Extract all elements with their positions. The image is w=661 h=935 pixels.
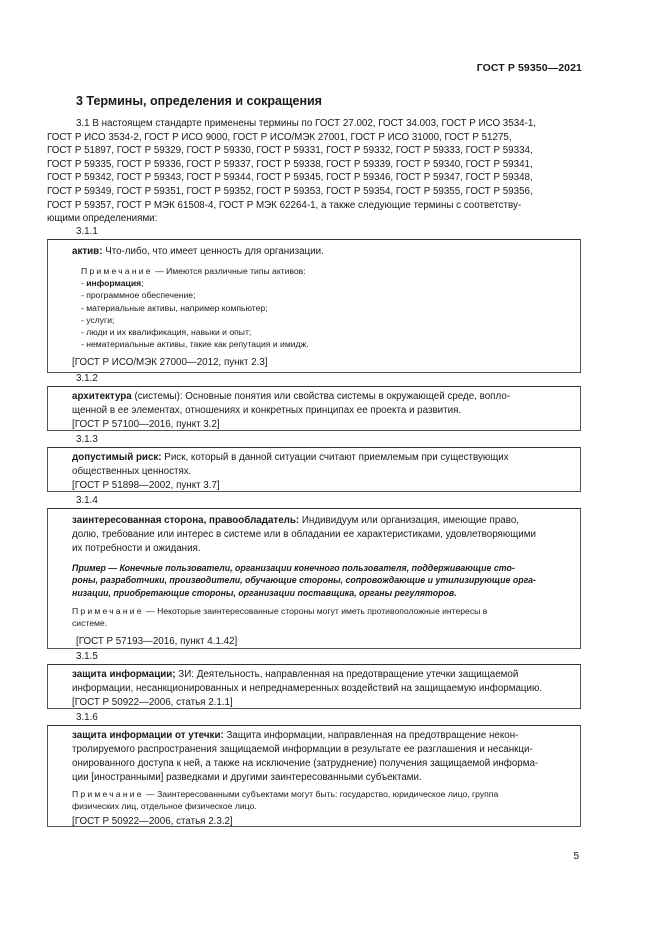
intro-line: ГОСТ Р 59349, ГОСТ Р 59351, ГОСТ Р 59352, ГОСТ Р 59353, ГОСТ Р 59354, ГОСТ Р 59355, ГОСТ Р 59356, xyxy=(47,185,533,197)
term-name: защита информации; xyxy=(72,669,176,680)
intro-line: ГОСТ Р 51897, ГОСТ Р 59329, ГОСТ Р 59330, ГОСТ Р 59331, ГОСТ Р 59332, ГОСТ Р 59333, ГОСТ Р 59334, xyxy=(47,145,533,157)
list-item: - программное обеспечение; xyxy=(81,290,196,301)
term-definition: заинтересованная сторона, правообладатель: Индивидуум или организация, имеющие право, долю, требование или интерес в системе или в обладании ее характеристиками, удовлетворяющими их потребности и ожидания. xyxy=(72,515,536,554)
intro-line: ГОСТ Р ИСО 3534-2, ГОСТ Р ИСО 9000, ГОСТ Р ИСО/МЭК 27001, ГОСТ Р ИСО 31000, ГОСТ Р 51275, xyxy=(47,131,512,143)
note-label: Примечание xyxy=(72,606,144,617)
source-reference: [ГОСТ Р 57193—2016, пункт 4.1.42] xyxy=(76,635,238,647)
list-item: - нематериальные активы, такие как репутация и имидж. xyxy=(81,339,309,350)
section-title: 3 Термины, определения и сокращения xyxy=(76,94,322,108)
note: Примечание — Заинтересованными субъектами могут быть: государство, юридическое лицо, группа физических лиц, отдельное физическое лицо. xyxy=(72,789,499,812)
term-number: 3.1.1 xyxy=(76,226,98,237)
term-name: заинтересованная сторона, правообладатель: xyxy=(72,515,300,526)
note-text: — Имеются различные типы активов: xyxy=(152,266,306,276)
term-number: 3.1.6 xyxy=(76,712,98,723)
term-number: 3.1.5 xyxy=(76,651,98,662)
term-box-asset xyxy=(47,239,581,373)
source-reference: [ГОСТ Р 50922—2006, статья 2.1.1] xyxy=(72,697,233,708)
term-name: допустимый риск: xyxy=(72,452,162,463)
list-item: - материальные активы, например компьютер; xyxy=(81,302,268,313)
intro-line: ГОСТ Р 59335, ГОСТ Р 59336, ГОСТ Р 59337, ГОСТ Р 59338, ГОСТ Р 59339, ГОСТ Р 59340, ГОСТ Р 59341, xyxy=(47,158,533,170)
term-box-acceptable-risk xyxy=(47,447,581,492)
term-number: 3.1.4 xyxy=(76,495,98,506)
term-name: актив: xyxy=(72,246,103,257)
term-box-stakeholder xyxy=(47,508,581,649)
intro-line: 3.1 В настоящем стандарте применены термины по ГОСТ 27.002, ГОСТ 34.003, ГОСТ Р ИСО 3534-1, xyxy=(76,118,537,129)
term-box-information-protection xyxy=(47,664,581,709)
intro-paragraph xyxy=(47,117,581,226)
term-number: 3.1.2 xyxy=(76,373,98,384)
term-definition: архитектура (системы): Основные понятия или свойства системы в окружающей среде, вопло- щенной в ее элементах, отношениях и конкретных принципах ее проекта и развития. xyxy=(72,391,511,416)
note: Примечание — Некоторые заинтересованные стороны могут иметь противоположные интересы в системе. xyxy=(72,606,488,629)
note-label: Примечание xyxy=(81,266,153,276)
term-name: защита информации от утечки: xyxy=(72,730,224,741)
example: Пример — Конечные пользователи, организации конечного пользователя, поддерживающие сто- роны, разработчики, производители, обучающие стороны, сопровождающие и утилизирующие орга- низации, приобретающие стороны, организации поставщика, органы регуляторов. xyxy=(72,563,536,598)
term-definition: защита информации; ЗИ: Деятельность, направленная на предотвращение утечки защищаемой информации, несанкционированных и непреднамеренных воздействий на защищаемую информацию. xyxy=(72,669,543,694)
term-definition xyxy=(48,245,580,259)
term-box-leak-protection xyxy=(47,725,581,827)
source-reference: [ГОСТ Р 51898—2002, пункт 3.7] xyxy=(72,480,220,491)
document-code: ГОСТ Р 59350—2021 xyxy=(476,62,582,74)
intro-line: ГОСТ Р 59357, ГОСТ Р МЭК 61508-4, ГОСТ Р МЭК 62264-1, а также следующие термины с соответству- xyxy=(47,199,522,211)
note xyxy=(48,265,580,350)
source-reference: [ГОСТ Р 57100—2016, пункт 3.2] xyxy=(72,419,220,430)
term-name: архитектура xyxy=(72,391,132,402)
intro-line: ющими определениями: xyxy=(47,213,158,225)
list-item: - услуги; xyxy=(81,314,115,325)
page-number: 5 xyxy=(573,851,579,862)
term-box-architecture xyxy=(47,386,581,431)
list-item: - люди и их квалификация, навыки и опыт; xyxy=(81,327,252,338)
intro-line: ГОСТ Р 59342, ГОСТ Р 59343, ГОСТ Р 59344, ГОСТ Р 59345, ГОСТ Р 59346, ГОСТ Р 59347, ГОСТ Р 59348, xyxy=(47,172,533,184)
note-label: Примечание xyxy=(72,789,144,799)
term-definition: защита информации от утечки: Защита информации, направленная на предотвращение некон- тролируемого распространения защищаемой информации в результате ее разглашения и несанкци- онированного доступа к ней, а также на исключение (затруднение) получения защищаемой информа- ции [иностранными] разведками и другими заинтересованными субъектами. xyxy=(72,730,539,783)
term-number: 3.1.3 xyxy=(76,434,98,445)
source-reference: [ГОСТ Р ИСО/МЭК 27000—2012, пункт 2.3] xyxy=(72,357,268,369)
source-reference: [ГОСТ Р 50922—2006, статья 2.3.2] xyxy=(72,816,233,828)
definition-text: Что-либо, что имеет ценность для организации. xyxy=(102,246,324,257)
list-item: - информация; xyxy=(81,278,144,289)
term-definition: допустимый риск: Риск, который в данной ситуации считают приемлемым при существующих общественных ценностях. xyxy=(72,452,509,477)
